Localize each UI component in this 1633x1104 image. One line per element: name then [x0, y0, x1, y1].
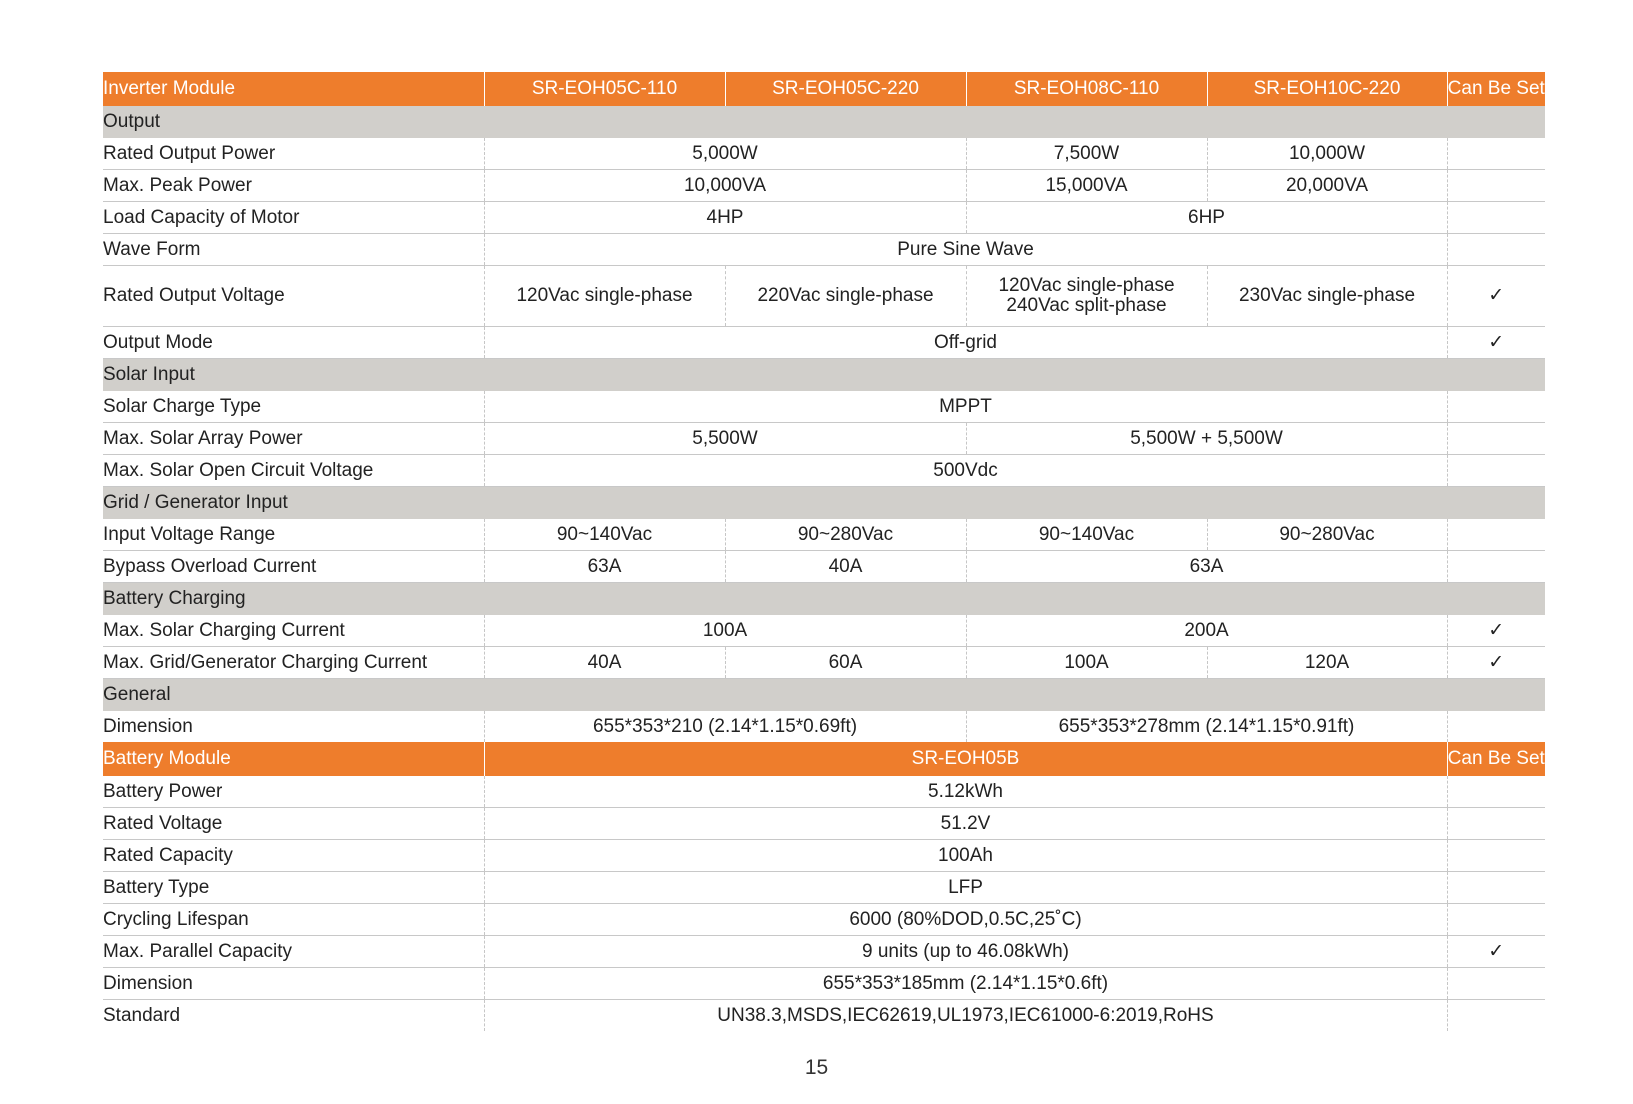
cell-value: 100A — [484, 615, 966, 647]
cell-value: 5,500W — [484, 423, 966, 455]
row-label: Rated Voltage — [103, 808, 484, 840]
table-row — [103, 234, 1545, 266]
row-label: Rated Output Power — [103, 138, 484, 170]
table-row — [103, 808, 1545, 840]
can-be-set-cell — [1447, 872, 1545, 904]
cell-value: 655*353*185mm (2.14*1.15*0.6ft) — [484, 968, 1447, 1000]
cell-value: 7,500W — [966, 138, 1207, 170]
inverter-header-row — [103, 72, 1545, 106]
cell-value: 120A — [1207, 647, 1447, 679]
cell-value — [966, 266, 1207, 327]
row-label: Battery Power — [103, 776, 484, 808]
row-label: Bypass Overload Current — [103, 551, 484, 583]
cell-value: 230Vac single-phase — [1207, 266, 1447, 327]
model-header-2: SR-EOH05C-220 — [725, 72, 966, 106]
cell-value: Pure Sine Wave — [484, 234, 1447, 266]
row-label: Max. Solar Open Circuit Voltage — [103, 455, 484, 487]
table-row — [103, 423, 1545, 455]
cell-value: 100Ah — [484, 840, 1447, 872]
section-battery-charging — [103, 583, 1545, 616]
table-row — [103, 170, 1545, 202]
section-title: Solar Input — [103, 359, 1545, 392]
can-be-set-header: Can Be Set — [1447, 72, 1545, 106]
check-mark-icon: ✓ — [1447, 327, 1545, 359]
row-label: Crycling Lifespan — [103, 904, 484, 936]
can-be-set-cell — [1447, 551, 1545, 583]
table-row — [103, 904, 1545, 936]
section-title: General — [103, 679, 1545, 712]
row-label: Max. Solar Charging Current — [103, 615, 484, 647]
cell-value-line-2: 240Vac split-phase — [1006, 294, 1167, 316]
table-row — [103, 776, 1545, 808]
check-mark-icon: ✓ — [1447, 936, 1545, 968]
cell-value: 5,500W + 5,500W — [966, 423, 1447, 455]
can-be-set-cell — [1447, 170, 1545, 202]
cell-value: 655*353*210 (2.14*1.15*0.69ft) — [484, 711, 966, 742]
table-row — [103, 519, 1545, 551]
can-be-set-cell — [1447, 1000, 1545, 1032]
row-label: Battery Type — [103, 872, 484, 904]
row-label: Input Voltage Range — [103, 519, 484, 551]
section-general — [103, 679, 1545, 712]
cell-value: 20,000VA — [1207, 170, 1447, 202]
table-row — [103, 202, 1545, 234]
cell-value: 60A — [725, 647, 966, 679]
battery-module-label: Battery Module — [103, 742, 484, 776]
row-label: Dimension — [103, 715, 193, 737]
row-label: Dimension — [103, 968, 484, 1000]
specification-table — [103, 72, 1545, 1031]
row-label: Output Mode — [103, 327, 484, 359]
cell-value: 220Vac single-phase — [725, 266, 966, 327]
cell-value: 40A — [484, 647, 725, 679]
can-be-set-cell — [1447, 519, 1545, 551]
model-header-4: SR-EOH10C-220 — [1207, 72, 1447, 106]
battery-header-row — [103, 742, 1545, 776]
cell-value: 200A — [966, 615, 1447, 647]
table-row — [103, 936, 1545, 968]
check-mark-icon: ✓ — [1447, 647, 1545, 679]
section-title: Grid / Generator Input — [103, 487, 1545, 520]
section-output — [103, 106, 1545, 138]
cell-value: 4HP — [484, 202, 966, 234]
cell-value: 63A — [484, 551, 725, 583]
cell-value: 10,000W — [1207, 138, 1447, 170]
cell-value: MPPT — [484, 391, 1447, 423]
cell-value: 51.2V — [484, 808, 1447, 840]
row-label: Rated Capacity — [103, 840, 484, 872]
cell-value: 5,000W — [484, 138, 966, 170]
can-be-set-cell — [1447, 840, 1545, 872]
can-be-set-cell — [1447, 423, 1545, 455]
can-be-set-header: Can Be Set — [1447, 742, 1545, 776]
table-row — [103, 647, 1545, 679]
cell-value: 10,000VA — [484, 170, 966, 202]
section-solar-input — [103, 359, 1545, 392]
cell-value: 63A — [966, 551, 1447, 583]
table-row — [103, 872, 1545, 904]
can-be-set-cell — [1447, 711, 1545, 742]
can-be-set-cell — [1447, 391, 1545, 423]
model-header-1: SR-EOH05C-110 — [484, 72, 725, 106]
cell-value: 500Vdc — [484, 455, 1447, 487]
check-mark-icon: ✓ — [1447, 615, 1545, 647]
row-label: Max. Solar Array Power — [103, 423, 484, 455]
section-title: Output — [103, 106, 1545, 138]
table-row — [103, 138, 1545, 170]
table-row — [103, 968, 1545, 1000]
two-line-value — [998, 276, 1174, 316]
can-be-set-cell — [1447, 904, 1545, 936]
cell-value: UN38.3,MSDS,IEC62619,UL1973,IEC61000-6:2019,RoHS — [484, 1000, 1447, 1032]
section-grid-input — [103, 487, 1545, 520]
table-row — [103, 840, 1545, 872]
cell-value: 90~140Vac — [484, 519, 725, 551]
table-row — [103, 615, 1545, 647]
table-row — [103, 327, 1545, 359]
battery-model-header: SR-EOH05B — [484, 742, 1447, 776]
cell-value: 15,000VA — [966, 170, 1207, 202]
page-number: 15 — [804, 1056, 829, 1079]
cell-value: 9 units (up to 46.08kWh) — [484, 936, 1447, 968]
table-row — [103, 551, 1545, 583]
table-row — [103, 1000, 1545, 1032]
can-be-set-cell — [1447, 138, 1545, 170]
model-header-3: SR-EOH08C-110 — [966, 72, 1207, 106]
can-be-set-cell — [1447, 234, 1545, 266]
section-title: Battery Charging — [103, 583, 1545, 616]
row-label: Rated Output Voltage — [103, 266, 484, 327]
check-mark-icon: ✓ — [1447, 266, 1545, 327]
row-label: Solar Charge Type — [103, 391, 484, 423]
row-label: Load Capacity of Motor — [103, 202, 484, 234]
can-be-set-cell — [1447, 202, 1545, 234]
cell-value: 90~280Vac — [725, 519, 966, 551]
cell-value: 6HP — [966, 202, 1447, 234]
row-label: Max. Parallel Capacity — [103, 936, 484, 968]
cell-value: LFP — [484, 872, 1447, 904]
cell-value: 90~140Vac — [966, 519, 1207, 551]
cell-value: 120Vac single-phase — [484, 266, 725, 327]
can-be-set-cell — [1447, 455, 1545, 487]
row-label: Max. Grid/Generator Charging Current — [103, 647, 484, 679]
cell-value: 655*353*278mm (2.14*1.15*0.91ft) — [966, 711, 1447, 742]
row-label: Wave Form — [103, 234, 484, 266]
row-label: Max. Peak Power — [103, 170, 484, 202]
cell-value: Off-grid — [484, 327, 1447, 359]
table-row — [103, 455, 1545, 487]
row-label: Standard — [103, 1004, 181, 1026]
table-row — [103, 266, 1545, 327]
can-be-set-cell — [1447, 808, 1545, 840]
can-be-set-cell — [1447, 968, 1545, 1000]
cell-value: 90~280Vac — [1207, 519, 1447, 551]
cell-value-line-1: 120Vac single-phase — [998, 274, 1175, 296]
cell-value: 40A — [725, 551, 966, 583]
cell-value: 100A — [966, 647, 1207, 679]
cell-value: 5.12kWh — [484, 776, 1447, 808]
table-row — [103, 711, 1545, 742]
cell-value: 6000 (80%DOD,0.5C,25˚C) — [484, 904, 1447, 936]
inverter-module-label: Inverter Module — [103, 72, 484, 106]
table-row — [103, 391, 1545, 423]
can-be-set-cell — [1447, 776, 1545, 808]
